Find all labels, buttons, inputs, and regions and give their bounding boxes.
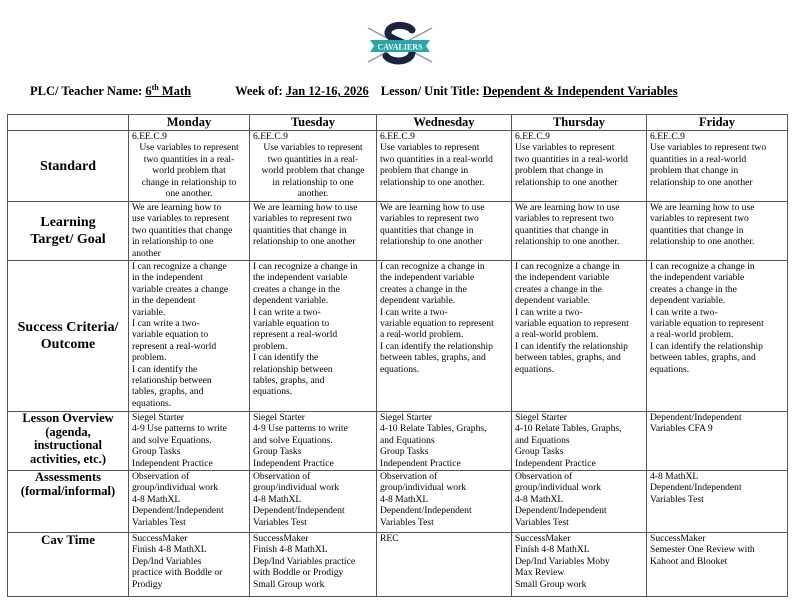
cav-time-wednesday: REC [377,533,512,597]
grade-subject: Math [158,84,192,99]
standard-thursday: 6.EE.C.9 Use variables to represent two quantities in a real-world problem that change in relationship to one another [512,131,647,202]
lesson-overview-label: Lesson Overview (agenda, instructional activities, etc.) [8,412,129,471]
standard-text: Use variables to represent two quantities in a real- world problem that change in relationship to one another. [261,142,365,200]
row-success-criteria [8,261,788,412]
day-thursday: Thursday [512,115,647,131]
standard-tuesday [250,131,377,202]
unit-value: Dependent & Independent Variables [482,84,678,99]
assessments-wednesday: Observation of group/individual work 4-8 MathXL Dependent/Independent Variables Test [377,471,512,533]
row-assessments [8,471,788,533]
week-of [235,84,369,99]
learning-target-tuesday: We are learning how to use variables to represent two quantities that change in relationship to one another [250,202,377,261]
lesson-overview-thursday: Siegel Starter 4-10 Relate Tables, Graphs, and Equations Group Tasks Independent Practice [512,412,647,471]
standard-text: Use variables to represent two quantities in a real- world problem that change in relationship to one another. [139,142,239,200]
row-learning-target [8,202,788,261]
row-lesson-overview [8,412,788,471]
lesson-overview-monday: Siegel Starter 4-9 Use patterns to write and solve Equations. Group Tasks Independent Practice [129,412,250,471]
assessments-thursday: Observation of group/individual work 4-8 MathXL Dependent/Independent Variables Test [512,471,647,533]
corner-cell [8,115,129,131]
learning-target-wednesday: We are learning how to use variables to represent two quantities that change in relationship to one another [377,202,512,261]
success-criteria-monday: I can recognize a change in the independent variable creates a change in the dependent variable. I can write a two- variable equation to represent a real-world problem. I can identify the relationship between tables, graphs, and equations. [129,261,250,412]
standard-label: Standard [8,131,129,202]
day-friday: Friday [647,115,788,131]
assessments-friday: 4-8 MathXL Dependent/Independent Variables Test [647,471,788,533]
teacher-label: PLC/ Teacher Name: [30,84,146,99]
grade-number: 6 [145,84,152,99]
learning-target-thursday: We are learning how to use variables to represent two quantities that change in relationship to one another. [512,202,647,261]
success-criteria-label: Success Criteria/ Outcome [8,261,129,412]
teacher-value [145,84,191,98]
unit-title [381,84,678,99]
grade-suffix: th [151,83,159,92]
standard-wednesday: 6.EE.C.9 Use variables to represent two quantities in a real-world problem that change in relationship to one another. [377,131,512,202]
day-wednesday: Wednesday [377,115,512,131]
lesson-overview-wednesday: Siegel Starter 4-10 Relate Tables, Graphs, and Equations Group Tasks Independent Practice [377,412,512,471]
success-criteria-tuesday: I can recognize a change in the independent variable creates a change in the dependent variable. I can write a two- variable equation to represent a real-world problem. I can identify the relationship between tables, graphs, and equations. [250,261,377,412]
success-criteria-thursday: I can recognize a change in the independent variable creates a change in the dependent variable. I can write a two- variable equation to represent a real-world problem. I can identify the relationship between tables, graphs, and equations. [512,261,647,412]
lesson-overview-tuesday: Siegel Starter 4-9 Use patterns to write and solve Equations. Group Tasks Independent Practice [250,412,377,471]
learning-target-monday: We are learning how to use variables to represent two quantities that change in relationship to one another [129,202,250,261]
week-label: Week of: [235,84,286,99]
success-criteria-friday: I can recognize a change in the independent variable creates a change in the dependent variable. I can write a two- variable equation to represent a real-world problem. I can identify the relationship between tables, graphs, and equations. [647,261,788,412]
learning-target-label: Learning Target/ Goal [8,202,129,261]
standard-code: 6.EE.C.9 [132,131,167,142]
header-row [30,83,678,99]
standard-monday [129,131,250,202]
lesson-overview-friday: Dependent/Independent Variables CFA 9 [647,412,788,471]
standard-code: 6.EE.C.9 [253,131,288,142]
assessments-monday: Observation of group/individual work 4-8 MathXL Dependent/Independent Variables Test [129,471,250,533]
assessments-label: Assessments (formal/informal) [8,471,129,533]
cav-time-monday: SuccessMaker Finish 4-8 MathXL Dep/Ind Variables practice with Boddle or Prodigy [129,533,250,597]
cav-time-tuesday: SuccessMaker Finish 4-8 MathXL Dep/Ind Variables practice with Boddle or Prodigy Small Group work [250,533,377,597]
cav-time-label: Cav Time [8,533,129,597]
learning-target-friday: We are learning how to use variables to represent two quantities that change in relationship to one another. [647,202,788,261]
cav-time-friday: SuccessMaker Semester One Review with Kahoot and Blooket [647,533,788,597]
week-value: Jan 12-16, 2026 [285,84,369,99]
day-monday: Monday [129,115,250,131]
day-tuesday: Tuesday [250,115,377,131]
unit-label: Lesson/ Unit Title: [380,84,483,99]
logo-text: CAVALIERS [377,42,423,52]
cav-time-thursday: SuccessMaker Finish 4-8 MathXL Dep/Ind Variables Moby Max Review Small Group work [512,533,647,597]
school-logo [360,20,440,66]
day-header-row [8,115,788,131]
assessments-tuesday: Observation of group/individual work 4-8 MathXL Dependent/Independent Variables Test [250,471,377,533]
teacher-name [30,83,191,99]
row-standard [8,131,788,202]
lesson-plan-table [7,114,788,597]
row-cav-time [8,533,788,597]
standard-friday: 6.EE.C.9 Use variables to represent two quantities in a real-world problem that change in relationship to one another [647,131,788,202]
success-criteria-wednesday: I can recognize a change in the independent variable creates a change in the dependent variable. I can write a two- variable equation to represent a real-world problem. I can identify the relationship between tables, graphs, and equations. [377,261,512,412]
